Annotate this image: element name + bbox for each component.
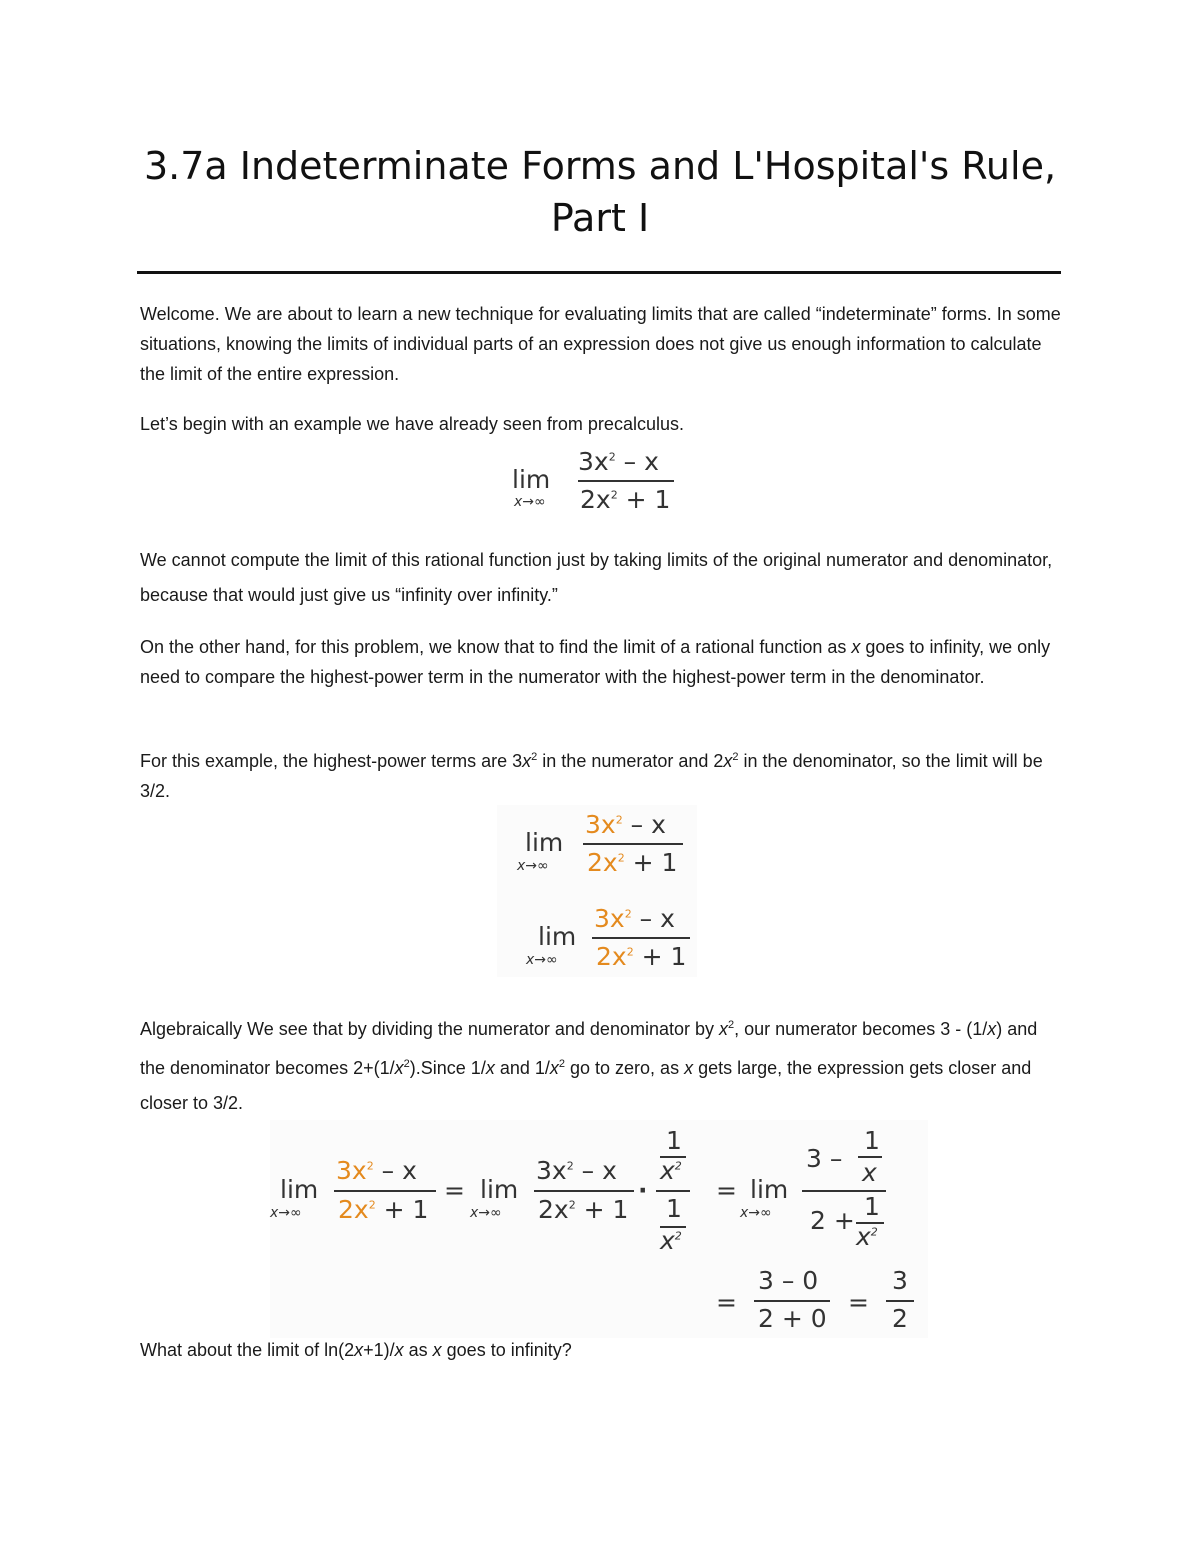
example-intro: Let’s begin with an example we have already seen from precalculus. <box>140 414 684 434</box>
fraction-bar <box>534 1190 634 1192</box>
highest-power-paragraph: For this example, the highest-power terms are $3x^2$ in the numerator and $2x^2$ in the denominator, so the limit will be 3/2. <box>140 751 1043 801</box>
small-x: x <box>862 1158 877 1187</box>
fraction-bar <box>334 1190 436 1192</box>
fraction-bar <box>754 1300 830 1302</box>
fraction-numerator: $3x^2$ – x <box>585 810 666 839</box>
final-denominator: 2 + 0 <box>758 1304 827 1333</box>
fraction-denominator: $2x^2 + 1$ <box>538 1195 629 1224</box>
x-squared: $x^2$ <box>660 1226 682 1255</box>
x-squared: $x^2$ <box>856 1222 878 1251</box>
algebra-paragraph: Algebraically We see that by dividing the numerator and denominator by $x^2$, our numerator becomes 3 - (1/x) and the denominator becomes $2+(1/x^2).Since$ 1/x and $1/x^2$ go to zero, as x gets large, the expression gets closer and closer to 3/2. <box>140 1019 1038 1113</box>
fraction-bar <box>583 843 683 845</box>
three-minus: 3 – <box>806 1144 843 1173</box>
lim-label: lim <box>512 465 551 494</box>
lim-subscript: x→∞ <box>517 858 549 874</box>
fraction-numerator: $3x^2$ – x <box>594 904 675 933</box>
fraction-bar <box>886 1300 914 1302</box>
lim-label: lim <box>750 1175 789 1204</box>
highlighted-term: $2x^2$ <box>587 848 625 877</box>
lim-label: lim <box>480 1175 519 1204</box>
lim-subscript: x→∞ <box>526 952 558 968</box>
lim-subscript: x→∞ <box>270 1205 302 1221</box>
highlighted-term: $2x^2$ <box>596 942 634 971</box>
denominator-one: 1 <box>666 1194 682 1223</box>
answer-numerator: 3 <box>892 1266 908 1295</box>
limit-equation-2a <box>505 808 695 878</box>
intro-paragraph: Welcome. We are about to learn a new technique for evaluating limits that are called “indeterminate” forms. In some situations, knowing the limits of individual parts of an expression does not give us enough information to calculate the limit of the entire expression. <box>140 304 1061 384</box>
two-plus: 2 + <box>810 1206 855 1235</box>
fraction-bar <box>592 937 690 939</box>
title-line-1: 3.7a Indeterminate Forms and L'Hospital's Rule, <box>143 144 1057 188</box>
answer-denominator: 2 <box>892 1304 908 1333</box>
lim-label: lim <box>538 922 577 951</box>
title-rule <box>137 271 1061 274</box>
highlighted-term: $2x^2$ <box>338 1195 376 1224</box>
highlighted-term: $3x^2$ <box>585 810 623 839</box>
equals-sign: = <box>848 1288 869 1317</box>
fraction-bar <box>656 1190 690 1192</box>
limit-equation-2b <box>512 902 702 972</box>
compare-paragraph: On the other hand, for this problem, we know that to find the limit of a rational function as x goes to infinity, we only need to compare the highest-power term in the numerator with the highest-power term in the denominator. <box>140 637 1051 687</box>
numerator-one: 1 <box>666 1126 682 1155</box>
equals-sign: = <box>716 1288 737 1317</box>
infinity-paragraph: We cannot compute the limit of this rational function just by taking limits of the original numerator and denominator, because that would just give us “infinity over infinity.” <box>140 550 1053 605</box>
lim-label: lim <box>525 828 564 857</box>
title-line-2: Part I <box>550 196 650 240</box>
small-one: 1 <box>864 1126 880 1155</box>
page-title <box>140 140 1060 244</box>
fraction-denominator: $2x^2 + 1$ <box>338 1195 429 1224</box>
lim-subscript: x→∞ <box>470 1205 502 1221</box>
lim-subscript: x→∞ <box>740 1205 772 1221</box>
fraction-denominator: $2x^2 + 1$ <box>587 848 678 877</box>
derivation-equation <box>270 1120 928 1338</box>
lim-subscript: x→∞ <box>514 494 546 510</box>
equals-sign: = <box>444 1176 465 1205</box>
small-one: 1 <box>864 1192 880 1221</box>
equals-sign: = <box>716 1176 737 1205</box>
lim-label: lim <box>280 1175 319 1204</box>
highlighted-term: $3x^2$ <box>336 1156 374 1185</box>
fraction-denominator: $2x^2 + 1$ <box>596 942 687 971</box>
fraction-numerator: $3x^2$ – x <box>578 447 659 476</box>
fraction-denominator: $2x^2 + 1$ <box>580 485 671 514</box>
question-paragraph: What about the limit of ln(2x+1)/x as x goes to infinity? <box>140 1340 572 1360</box>
fraction-numerator: $3x^2$ – x <box>536 1156 617 1185</box>
final-numerator: 3 – 0 <box>758 1266 819 1295</box>
fraction-bar <box>578 480 674 482</box>
fraction-numerator: $3x^2$ – x <box>336 1156 417 1185</box>
x-squared: $x^2$ <box>660 1156 682 1185</box>
multiply-dot: · <box>638 1176 648 1205</box>
highlighted-term: $3x^2$ <box>594 904 632 933</box>
limit-equation-1 <box>500 445 690 515</box>
